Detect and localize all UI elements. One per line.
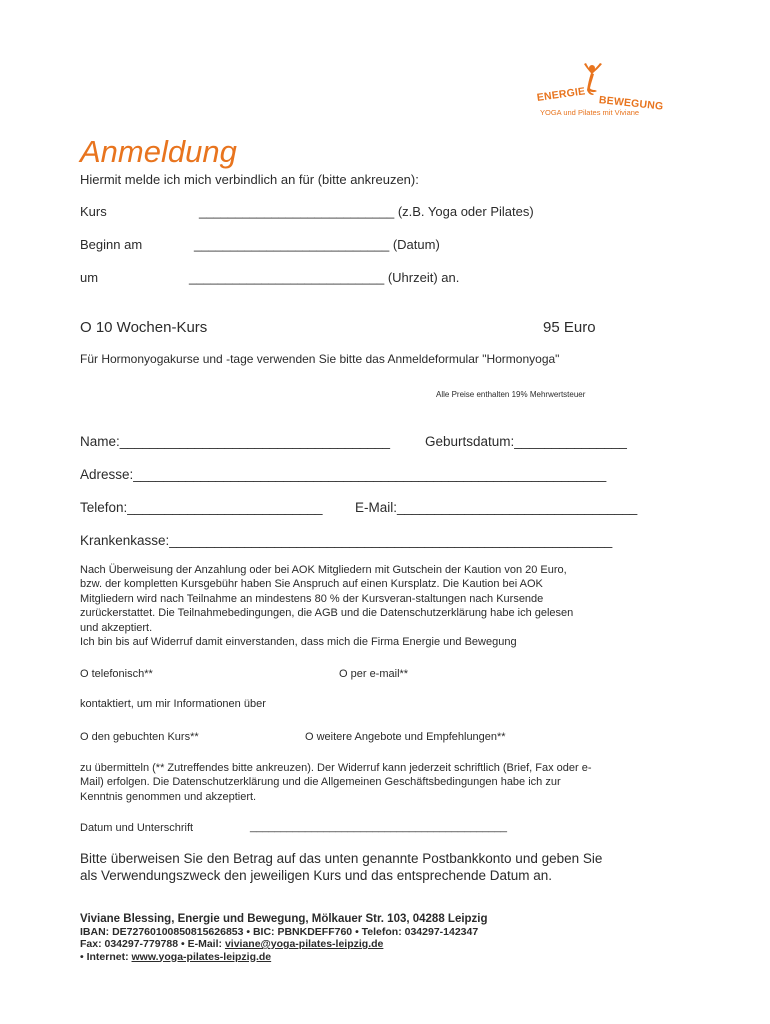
kontaktiert-text: kontaktiert, um mir Informationen über <box>80 698 266 710</box>
weitere-angebote-checkbox[interactable]: O weitere Angebote und Empfehlungen** <box>305 731 506 743</box>
footer-fax-email <box>80 938 488 951</box>
logo-word-bewegung: BEWEGUNG <box>598 94 664 113</box>
intro-text: Hiermit melde ich mich verbindlich an für (bitte ankreuzen): <box>80 172 419 187</box>
per-email-checkbox[interactable]: O per e-mail** <box>339 668 409 680</box>
terms-line: Nach Überweisung der Anzahlung oder bei AOK Mitgliedern mit Gutschein der Kaution von 20 Euro, <box>80 564 567 576</box>
terms-line: bzw. der kompletten Kursgebühr haben Sie Anspruch auf einen Kursplatz. Die Kaution bei AOK <box>80 578 543 591</box>
payment-line: Bitte überweisen Sie den Betrag auf das unten genannte Postbankkonto und geben Sie <box>80 851 603 866</box>
payment-line: als Verwendungszweck den jeweiligen Kurs und das entsprechende Datum an. <box>80 868 553 883</box>
signature-line[interactable]: __________________________________________ <box>250 821 507 833</box>
footer-email-link[interactable]: viviane@yoga-pilates-leipzig.de <box>224 938 384 950</box>
email-field[interactable]: E-Mail:________________________________ <box>355 500 638 515</box>
vat-note: Alle Preise enthalten 19% Mehrwertsteuer <box>436 390 586 399</box>
footer-internet <box>80 951 488 964</box>
kurs-input-line[interactable]: ___________________________ (z.B. Yoga oder Pilates) <box>199 204 534 219</box>
widerruf-line: zu übermitteln (** Zutreffendes bitte ankreuzen). Der Widerruf kann jederzeit schriftlich (Brief, Fax oder e- <box>80 762 592 774</box>
geburtsdatum-field[interactable]: Geburtsdatum:_______________ <box>425 434 627 449</box>
beginn-label: Beginn am <box>80 237 143 252</box>
krankenkasse-field[interactable]: Krankenkasse:___________________________________________________________ <box>80 533 613 548</box>
terms-line: Mitgliedern wird nach Teilnahme an mindestens 80 % der Kursveran-staltungen nach Kursende <box>80 592 544 605</box>
company-logo <box>532 62 667 122</box>
footer-bank: IBAN: DE72760100850815626853 • BIC: PBNKDEFF760 • Telefon: 034297-142347 <box>80 925 479 938</box>
widerruf-line: Mail) erfolgen. Die Datenschutzerklärung und die Allgemeinen Geschäftsbedingungen habe ich zur <box>80 776 561 789</box>
logo-word-energie: ENERGIE <box>536 85 587 104</box>
terms-line: Ich bin bis auf Widerruf damit einverstanden, dass mich die Firma Energie und Bewegung <box>80 636 517 649</box>
footer-internet-label: • Internet: <box>80 950 132 963</box>
payment-instructions <box>80 850 670 884</box>
uhrzeit-input-line[interactable]: ___________________________ (Uhrzeit) an. <box>189 270 460 285</box>
widerruf-line: Kenntnis genommen und akzeptiert. <box>80 790 257 803</box>
page-title: Anmeldung <box>80 134 237 169</box>
um-label: um <box>80 270 99 285</box>
telefon-field[interactable]: Telefon:__________________________ <box>80 500 323 515</box>
adresse-field[interactable]: Adresse:_______________________________________________________________ <box>80 467 607 482</box>
kurs-label: Kurs <box>80 204 107 219</box>
terms-line: und akzeptiert. <box>80 621 153 634</box>
footer-address: Viviane Blessing, Energie und Bewegung, Mölkauer Str. 103, 04288 Leipzig <box>80 913 488 925</box>
course-price: 95 Euro <box>543 319 596 336</box>
telefonisch-checkbox[interactable]: O telefonisch** <box>80 668 153 680</box>
hormonyoga-note: Für Hormonyogakurse und -tage verwenden Sie bitte das Anmeldeformular "Hormonyoga" <box>80 352 560 366</box>
logo-tagline: YOGA und Pilates mit Viviane <box>540 108 640 117</box>
widerruf-paragraph <box>80 761 665 804</box>
signature-label: Datum und Unterschrift <box>80 822 194 834</box>
footer-contact <box>80 913 488 963</box>
terms-paragraph <box>80 563 665 649</box>
name-field[interactable]: Name:____________________________________ <box>80 434 391 449</box>
footer-fax-label: Fax: 034297-779788 • E-Mail: <box>80 938 225 950</box>
beginn-input-line[interactable]: ___________________________ (Datum) <box>194 237 440 252</box>
course-option-checkbox[interactable]: O 10 Wochen-Kurs <box>80 319 208 336</box>
gebuchter-kurs-checkbox[interactable]: O den gebuchten Kurs** <box>80 731 199 743</box>
terms-line: zurückerstattet. Die Teilnahmebedingungen, die AGB und die Datenschutzerklärung habe ich gelesen <box>80 607 574 620</box>
footer-website-link[interactable]: www.yoga-pilates-leipzig.de <box>131 950 272 963</box>
